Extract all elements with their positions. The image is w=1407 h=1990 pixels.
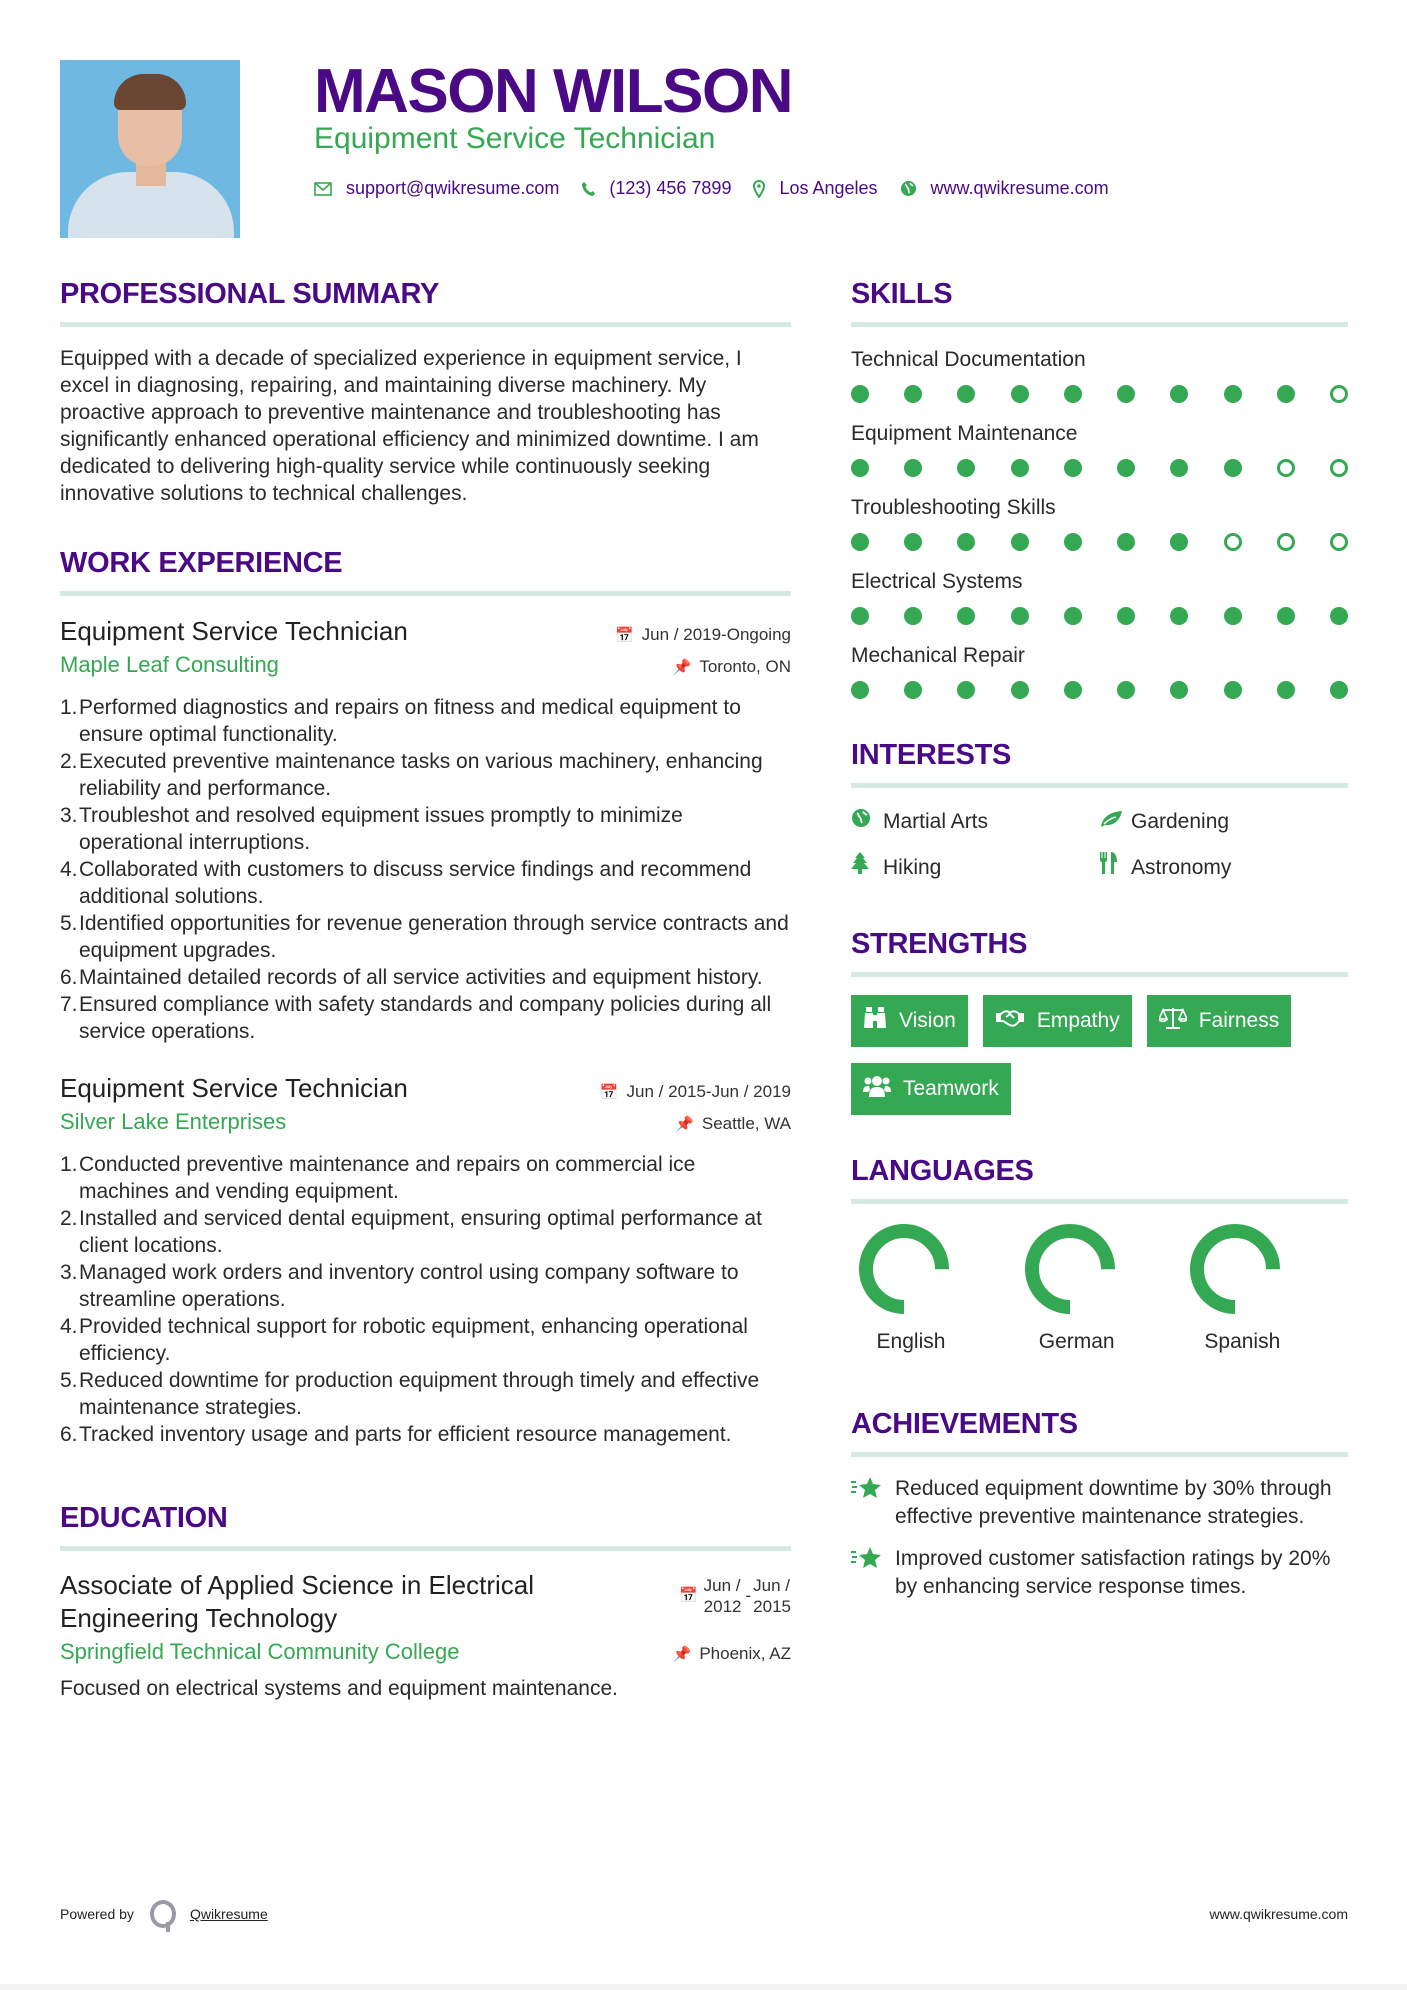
- achievements-section: [851, 1406, 1348, 1601]
- contact-email[interactable]: support@qwikresume.com: [346, 178, 560, 198]
- brand-link[interactable]: Qwikresume: [189, 1906, 268, 1922]
- rating-dot-filled: [904, 459, 922, 477]
- skill-rating: [851, 523, 1348, 567]
- job-bullet: 1. Conducted preventive maintenance and repairs on commercial ice machines and vending equipment.: [60, 1153, 696, 1203]
- job-bullet: 4. Collaborated with customers to discuss service findings and recommend additional solutions.: [60, 858, 752, 908]
- job-dates: Jun / 2019-Ongoing: [641, 625, 791, 644]
- company-name: Silver Lake Enterprises: [60, 1109, 287, 1134]
- rating-dot-filled: [1117, 385, 1135, 403]
- job-bullet: 1. Performed diagnostics and repairs on fitness and medical equipment to ensure optimal functionality.: [60, 696, 741, 746]
- language-ring: [1023, 1222, 1117, 1316]
- section-divider: [851, 783, 1348, 788]
- rating-dot-empty: [1330, 533, 1348, 551]
- rating-dot-filled: [957, 533, 975, 551]
- rating-dot-filled: [1170, 385, 1188, 403]
- languages-heading: LANGUAGES: [851, 1155, 1034, 1187]
- interest-item: Martial Arts: [851, 806, 1099, 838]
- skills-list: [851, 345, 1348, 715]
- job-bullet: 2. Executed preventive maintenance tasks on various machinery, enhancing reliability and performance.: [60, 750, 763, 800]
- rating-dot-filled: [1064, 681, 1082, 699]
- rating-dot-filled: [851, 533, 869, 551]
- language-item: [1182, 1222, 1348, 1354]
- pushpin-icon: 📌: [672, 1646, 692, 1663]
- globe-icon: [851, 806, 883, 838]
- rating-dot-filled: [904, 681, 922, 699]
- rating-dot-filled: [904, 607, 922, 625]
- job-bullets: [60, 694, 791, 1045]
- candidate-title: Equipment Service Technician: [314, 122, 716, 155]
- rating-dot-filled: [1330, 607, 1348, 625]
- skill-name: Equipment Maintenance: [851, 422, 1078, 445]
- job-location: Toronto, ON: [699, 657, 791, 676]
- rating-dot-empty: [1277, 533, 1295, 551]
- skill-rating: [851, 597, 1348, 641]
- rating-dot-filled: [1277, 681, 1295, 699]
- skill-item: [851, 493, 1348, 567]
- job-title: Equipment Service Technician: [60, 1073, 408, 1103]
- contact-location: Los Angeles: [779, 178, 878, 198]
- section-divider: [851, 1199, 1348, 1204]
- section-divider: [851, 1452, 1348, 1457]
- rating-dot-filled: [1064, 459, 1082, 477]
- rating-dot-filled: [1064, 533, 1082, 551]
- rating-dot-filled: [957, 681, 975, 699]
- interests-section: [851, 737, 1348, 884]
- summary-heading: PROFESSIONAL SUMMARY: [60, 278, 440, 310]
- rating-dot-filled: [1277, 607, 1295, 625]
- map-pin-icon: [753, 180, 765, 198]
- rating-dot-filled: [957, 459, 975, 477]
- rating-dot-filled: [1117, 681, 1135, 699]
- powered-by-label: Powered by: [60, 1906, 134, 1922]
- skill-rating: [851, 375, 1348, 419]
- rating-dot-filled: [957, 607, 975, 625]
- binoculars-icon: [863, 1006, 887, 1036]
- job-bullet: 5. Identified opportunities for revenue generation through service contracts and equipment upgrades.: [60, 912, 789, 962]
- tree-icon: [851, 852, 883, 884]
- job-title: Equipment Service Technician: [60, 616, 408, 646]
- rating-dot-filled: [851, 459, 869, 477]
- envelope-icon: [314, 182, 332, 196]
- calendar-icon: 📅: [599, 1084, 619, 1101]
- rating-dot-filled: [957, 385, 975, 403]
- rating-dot-filled: [1170, 533, 1188, 551]
- job-bullet: 7. Ensured compliance with safety standards and company policies during all service operations.: [60, 993, 772, 1043]
- rating-dot-filled: [1064, 385, 1082, 403]
- skill-rating: [851, 671, 1348, 715]
- strengths-section: [851, 926, 1348, 1115]
- left-column: [60, 276, 791, 1702]
- education-description: Focused on electrical systems and equipment maintenance.: [60, 1677, 618, 1700]
- calendar-icon: 📅: [614, 627, 634, 644]
- school-name: Springfield Technical Community College: [60, 1639, 460, 1664]
- rating-dot-filled: [1011, 459, 1029, 477]
- footer-website[interactable]: www.qwikresume.com: [1209, 1906, 1348, 1922]
- photo-hair: [114, 74, 186, 110]
- interests-heading: INTERESTS: [851, 739, 1012, 771]
- summary-section: [60, 276, 791, 507]
- job-entry: [60, 614, 791, 1045]
- achievement-item: Improved customer satisfaction ratings by 20% by enhancing service response times.: [851, 1545, 1348, 1601]
- rating-dot-empty: [1224, 533, 1242, 551]
- strength-badge: Teamwork: [851, 1063, 1011, 1115]
- language-name: German: [1038, 1330, 1115, 1353]
- leaf-icon: [1099, 806, 1131, 838]
- company-name: Maple Leaf Consulting: [60, 652, 279, 677]
- skill-rating: [851, 449, 1348, 493]
- utensils-icon: [1099, 852, 1131, 884]
- job-bullet: 5. Reduced downtime for production equipment through timely and effective maintenance strategies.: [60, 1369, 760, 1419]
- rating-dot-filled: [1011, 681, 1029, 699]
- languages-section: [851, 1153, 1348, 1354]
- contact-website[interactable]: www.qwikresume.com: [930, 178, 1109, 198]
- skill-name: Mechanical Repair: [851, 644, 1025, 667]
- language-ring: [1188, 1222, 1282, 1316]
- strength-badge: Vision: [851, 995, 968, 1047]
- degree-title: Associate of Applied Science in Electrical Engineering Technology: [60, 1570, 535, 1633]
- strengths-list: [851, 995, 1348, 1115]
- rating-dot-filled: [1330, 681, 1348, 699]
- qwikresume-logo-icon: [150, 1900, 176, 1928]
- language-proficiency-arc: [866, 1231, 942, 1307]
- rating-dot-filled: [1011, 607, 1029, 625]
- rating-dot-filled: [1170, 681, 1188, 699]
- page-bottom-edge: [0, 1984, 1407, 1990]
- rating-dot-filled: [851, 607, 869, 625]
- summary-text: Equipped with a decade of specialized experience in equipment service, I excel in diagnosing, repairing, and maintaining diverse machinery. My proactive approach to preventive maintenance and troubleshooting has significantly enhanced operational efficiency and minimized downtime. I am dedicated to delivering high-quality service while continuously seeking innovative solutions to technical challenges.: [60, 347, 759, 505]
- education-dates: 📅 Jun / 2012 - Jun / 2015: [678, 1576, 791, 1616]
- right-column: [851, 276, 1348, 1615]
- rating-dot-filled: [1224, 459, 1242, 477]
- language-ring: [857, 1222, 951, 1316]
- skill-name: Electrical Systems: [851, 570, 1023, 593]
- strength-badge: Fairness: [1147, 995, 1292, 1047]
- rating-dot-filled: [1117, 533, 1135, 551]
- rating-dot-filled: [851, 681, 869, 699]
- rating-dot-filled: [1224, 607, 1242, 625]
- rating-dot-filled: [1011, 385, 1029, 403]
- language-name: Spanish: [1204, 1330, 1281, 1353]
- languages-list: [851, 1222, 1348, 1354]
- phone-icon: [581, 181, 595, 197]
- language-proficiency-arc: [1197, 1231, 1273, 1307]
- rating-dot-filled: [1224, 681, 1242, 699]
- section-divider: [60, 322, 791, 327]
- school-location: Phoenix, AZ: [699, 1644, 791, 1663]
- rating-dot-filled: [1011, 533, 1029, 551]
- skill-name: Technical Documentation: [851, 348, 1086, 371]
- job-bullet: 3. Troubleshot and resolved equipment issues promptly to minimize operational interruptions.: [60, 804, 683, 854]
- job-bullet: 4. Provided technical support for robotic equipment, enhancing operational efficiency.: [60, 1315, 748, 1365]
- profile-photo: [60, 60, 240, 238]
- skill-item: [851, 419, 1348, 493]
- strengths-heading: STRENGTHS: [851, 928, 1028, 960]
- section-divider: [851, 972, 1348, 977]
- education-heading: EDUCATION: [60, 1502, 228, 1534]
- job-bullet: 6. Tracked inventory usage and parts for efficient resource management.: [60, 1423, 732, 1446]
- job-bullet: 3. Managed work orders and inventory control using company software to streamline operations.: [60, 1261, 739, 1311]
- star-icon: [851, 1475, 895, 1531]
- interest-item: Hiking: [851, 852, 1099, 884]
- skills-section: [851, 276, 1348, 715]
- language-name: English: [876, 1330, 946, 1353]
- rating-dot-filled: [1277, 385, 1295, 403]
- rating-dot-empty: [1277, 459, 1295, 477]
- contact-phone[interactable]: (123) 456 7899: [609, 178, 732, 198]
- achievements-heading: ACHIEVEMENTS: [851, 1408, 1078, 1440]
- skill-name: Troubleshooting Skills: [851, 496, 1056, 519]
- calendar-icon: 📅: [678, 1587, 698, 1604]
- candidate-name: MASON WILSON: [314, 57, 792, 126]
- skill-item: [851, 567, 1348, 641]
- pushpin-icon: 📌: [672, 659, 692, 676]
- rating-dot-filled: [1117, 459, 1135, 477]
- handshake-icon: [995, 1008, 1025, 1034]
- star-icon: [851, 1545, 895, 1601]
- rating-dot-filled: [1117, 607, 1135, 625]
- achievement-item: Reduced equipment downtime by 30% through effective preventive maintenance strategies.: [851, 1475, 1348, 1531]
- job-bullet: 2. Installed and serviced dental equipment, ensuring optimal performance at client locations.: [60, 1207, 762, 1257]
- job-dates: Jun / 2015-Jun / 2019: [626, 1082, 791, 1101]
- rating-dot-filled: [851, 385, 869, 403]
- interest-item: Gardening: [1099, 806, 1339, 838]
- language-item: [1017, 1222, 1183, 1354]
- experience-heading: WORK EXPERIENCE: [60, 547, 343, 579]
- language-proficiency-arc: [1032, 1231, 1108, 1307]
- interests-list: [851, 806, 1348, 884]
- balance-scale-icon: [1159, 1006, 1187, 1036]
- rating-dot-filled: [1170, 459, 1188, 477]
- rating-dot-filled: [904, 385, 922, 403]
- job-location: Seattle, WA: [701, 1114, 791, 1133]
- contact-bar: [314, 178, 1131, 199]
- users-icon: [863, 1075, 891, 1103]
- rating-dot-filled: [1064, 607, 1082, 625]
- rating-dot-filled: [904, 533, 922, 551]
- interest-item: Astronomy: [1099, 852, 1339, 884]
- rating-dot-filled: [1224, 385, 1242, 403]
- experience-section: [60, 545, 791, 1448]
- section-divider: [60, 591, 791, 596]
- rating-dot-filled: [1170, 607, 1188, 625]
- rating-dot-empty: [1330, 385, 1348, 403]
- footer-powered-by: [60, 1900, 268, 1928]
- job-bullets: [60, 1151, 791, 1448]
- pushpin-icon: 📌: [675, 1116, 694, 1133]
- skill-item: [851, 641, 1348, 715]
- globe-icon: [900, 180, 917, 197]
- language-item: [851, 1222, 1017, 1354]
- education-section: [60, 1500, 791, 1702]
- section-divider: [60, 1546, 791, 1551]
- job-entry: [60, 1071, 791, 1448]
- section-divider: [851, 322, 1348, 327]
- skill-item: [851, 345, 1348, 419]
- skills-heading: SKILLS: [851, 278, 953, 310]
- rating-dot-empty: [1330, 459, 1348, 477]
- job-bullet: 6. Maintained detailed records of all service activities and equipment history.: [60, 966, 763, 989]
- strength-badge: Empathy: [983, 995, 1132, 1047]
